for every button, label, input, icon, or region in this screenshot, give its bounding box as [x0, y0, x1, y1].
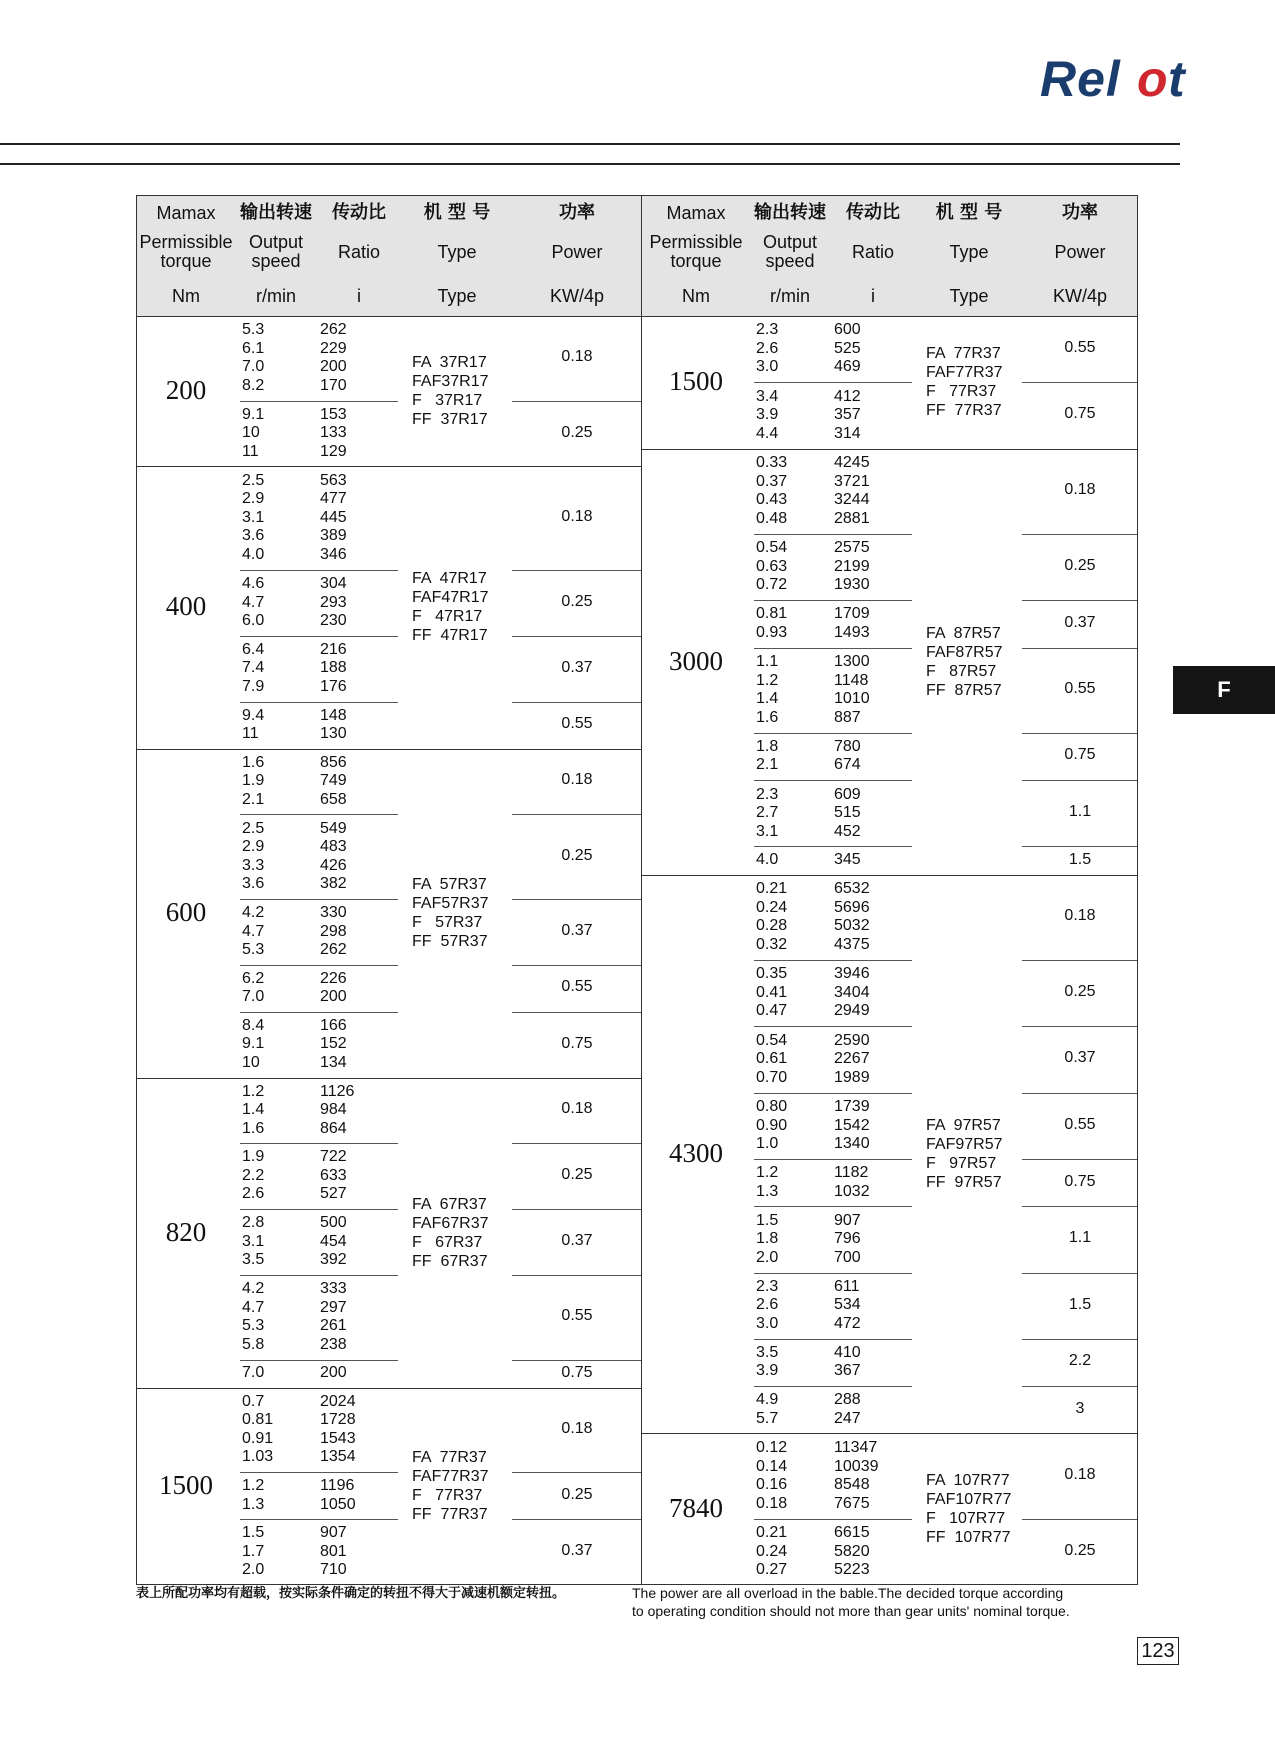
ratio-values: 1739 1542 1340 [834, 1098, 870, 1152]
speed-values: 6.2 7.0 [242, 969, 265, 1006]
power-value: 0.25 [1064, 1541, 1096, 1559]
speed-values: 2.5 2.9 3.1 3.6 4.0 [242, 471, 265, 563]
speed-values: 0.54 0.63 0.72 [756, 539, 788, 594]
type-values: FA 87R57 FAF87R57 F 87R57 FF 87R57 [926, 624, 1003, 699]
header-output: Output [248, 232, 304, 252]
torque-value: 1500 [669, 366, 723, 397]
ratio-values: 500 454 392 [320, 1214, 347, 1269]
speed-ratio-divider [240, 1472, 398, 1473]
power-divider [512, 1012, 642, 1013]
power-value: 0.75 [561, 1034, 593, 1052]
power-divider [512, 570, 642, 571]
table-header [136, 195, 642, 316]
left-table [136, 195, 642, 1585]
speed-values: 6.4 7.4 7.9 [242, 640, 265, 695]
header-c1 [136, 195, 236, 316]
speed-ratio-divider [240, 1360, 398, 1361]
footnote-zh: 表上所配功率均有超载，按实际条件确定的转扭不得大于减速机额定转扭。 [136, 1586, 566, 1601]
speed-ratio-divider [754, 733, 912, 734]
speed-values: 0.35 0.41 0.47 [756, 965, 788, 1020]
header-permissible-torque [136, 233, 236, 271]
speed-values: 2.3 2.7 3.1 [756, 785, 779, 840]
speed-ratio-divider [240, 965, 398, 966]
speed-values: 1.9 2.2 2.6 [242, 1148, 265, 1203]
speed-values: 0.7 0.81 0.91 1.03 [242, 1392, 274, 1466]
power-divider [1022, 1206, 1138, 1207]
type-values: FA 97R57 FAF97R57 F 97R57 FF 97R57 [926, 1117, 1003, 1192]
power-divider [512, 1209, 642, 1210]
ratio-values: 304 293 230 [320, 575, 347, 630]
group-divider [642, 875, 1138, 876]
header-en-c4: Type [437, 242, 477, 262]
ratio-values: 262 229 200 170 [320, 321, 347, 394]
power-divider [512, 401, 642, 402]
power-value: 0.18 [561, 771, 593, 789]
speed-ratio-divider [754, 1026, 912, 1027]
header-unit-c3: i [357, 286, 361, 306]
power-value: 1.5 [1068, 1295, 1092, 1313]
power-value: 0.18 [561, 1100, 593, 1118]
speed-ratio-divider [240, 1209, 398, 1210]
ratio-values: 1196 1050 [320, 1477, 356, 1513]
speed-values: 0.12 0.14 0.16 0.18 [756, 1439, 788, 1512]
ratio-values: 549 483 426 382 [320, 819, 347, 893]
torque-value: 1500 [159, 1470, 213, 1501]
footnote-en-1: The power are all overload in the bable.The decided torque according [632, 1585, 1064, 1601]
table-header [642, 195, 1138, 316]
speed-ratio-divider [240, 1519, 398, 1520]
group-divider [642, 1433, 1138, 1434]
svg-text:t: t [1168, 52, 1185, 104]
power-value: 0.55 [1064, 339, 1096, 357]
header-unit-c1: Nm [172, 286, 200, 306]
ratio-values: 609 515 452 [834, 785, 861, 840]
header-line [136, 316, 642, 317]
power-divider [1022, 733, 1138, 734]
ratio-values: 412 357 314 [834, 387, 861, 442]
ratio-values: 11347 10039 8548 7675 [834, 1439, 879, 1512]
header-c4 [402, 195, 512, 316]
top-rule-2 [0, 163, 1180, 165]
power-value: 0.37 [561, 921, 593, 939]
power-value: 0.37 [561, 1542, 593, 1560]
header-c2 [750, 195, 830, 316]
header-zh-c4: 机 型 号 [423, 202, 491, 223]
power-value: 0.37 [1064, 613, 1096, 631]
ratio-values: 4245 3721 3244 2881 [834, 454, 870, 527]
ratio-values: 200 [320, 1364, 347, 1382]
speed-values: 5.3 6.1 7.0 8.2 [242, 321, 265, 394]
speed-ratio-divider [240, 570, 398, 571]
power-divider [1022, 846, 1138, 847]
power-divider [1022, 1159, 1138, 1160]
speed-ratio-divider [754, 1339, 912, 1340]
speed-values: 1.5 1.8 2.0 [756, 1211, 779, 1266]
speed-ratio-divider [240, 1275, 398, 1276]
power-divider [512, 1275, 642, 1276]
header-unit-c5: KW/4p [1052, 286, 1108, 306]
speed-values: 1.8 2.1 [756, 737, 779, 774]
speed-values: 7.0 [242, 1364, 265, 1382]
header-line-mid [642, 275, 1138, 276]
type-values: FA 77R37 FAF77R37 F 77R37 FF 77R37 [412, 1449, 489, 1524]
header-c1 [642, 195, 750, 316]
speed-ratio-divider [240, 702, 398, 703]
speed-values: 2.8 3.1 3.5 [242, 1214, 265, 1269]
power-value: 2.2 [1068, 1352, 1092, 1370]
speed-values: 2.3 2.6 3.0 [756, 321, 779, 376]
power-divider [512, 1472, 642, 1473]
power-value: 0.37 [1064, 1049, 1096, 1067]
header-torque: torque [160, 251, 212, 271]
header-en-c5: Power [1054, 242, 1106, 262]
header-output: Output [762, 232, 818, 252]
ratio-values: 3946 3404 2949 [834, 965, 870, 1020]
type-values: FA 67R37 FAF67R37 F 67R37 FF 67R37 [412, 1195, 489, 1270]
speed-ratio-divider [754, 1093, 912, 1094]
ratio-values: 6615 5820 5223 [834, 1524, 870, 1579]
speed-ratio-divider [754, 1206, 912, 1207]
header-c3 [830, 195, 916, 316]
speed-values: 9.1 10 11 [242, 405, 265, 460]
power-divider [1022, 600, 1138, 601]
power-value: 0.37 [561, 658, 593, 676]
header-unit-c2: r/min [256, 286, 296, 306]
speed-ratio-divider [240, 1012, 398, 1013]
speed-ratio-divider [754, 1159, 912, 1160]
ratio-values: 6532 5696 5032 4375 [834, 880, 870, 953]
power-value: 0.18 [1064, 907, 1096, 925]
speed-ratio-divider [754, 382, 912, 383]
header-line [642, 316, 1138, 317]
power-value: 3 [1075, 1399, 1085, 1417]
ratio-values: 345 [834, 851, 861, 869]
ratio-values: 600 525 469 [834, 321, 861, 376]
type-values: FA 107R77 FAF107R77 F 107R77 FF 107R77 [926, 1472, 1012, 1547]
header-zh-speed: 输出转速 [240, 202, 312, 223]
speed-values: 4.2 4.7 5.3 5.8 [242, 1280, 265, 1353]
group-divider [136, 749, 642, 750]
power-divider [512, 702, 642, 703]
speed-ratio-divider [240, 636, 398, 637]
ratio-values: 410 367 [834, 1343, 861, 1380]
power-divider [512, 814, 642, 815]
power-divider [1022, 382, 1138, 383]
group-divider [136, 466, 642, 467]
power-value: 0.25 [1064, 983, 1096, 1001]
power-divider [1022, 1093, 1138, 1094]
speed-values: 3.5 3.9 [756, 1343, 779, 1380]
ratio-values: 722 633 527 [320, 1148, 347, 1203]
ratio-values: 563 477 445 389 346 [320, 471, 347, 563]
header-unit-c4: Type [949, 286, 989, 306]
header-line-mid [136, 275, 642, 276]
power-divider [1022, 1026, 1138, 1027]
ratio-values: 1126 984 864 [320, 1082, 355, 1137]
power-value: 1.1 [1068, 1229, 1092, 1247]
header-en-c4: Type [949, 242, 989, 262]
power-value: 0.18 [561, 1419, 593, 1437]
power-value: 0.37 [561, 1231, 593, 1249]
ratio-values: 856 749 658 [320, 753, 347, 808]
speed-ratio-divider [240, 401, 398, 402]
power-divider [1022, 780, 1138, 781]
power-divider [1022, 534, 1138, 535]
ratio-values: 288 247 [834, 1391, 861, 1427]
power-value: 0.55 [561, 978, 593, 996]
header-torque: torque [670, 251, 722, 271]
speed-values: 1.2 1.4 1.6 [242, 1082, 265, 1137]
speed-values: 9.4 11 [242, 706, 265, 743]
header-permissible: Permissible [649, 232, 743, 252]
speed-values: 1.5 1.7 2.0 [242, 1524, 265, 1579]
power-divider [512, 1143, 642, 1144]
header-zh-c5: 功率 [1062, 202, 1098, 223]
torque-value: 820 [165, 1216, 207, 1247]
speed-ratio-divider [754, 960, 912, 961]
footnote-en-2: to operating condition should not more than gear units' nominal torque. [632, 1603, 1070, 1619]
ratio-values: 611 534 472 [834, 1277, 861, 1332]
power-divider [1022, 1386, 1138, 1387]
ratio-values: 153 133 129 [320, 405, 347, 460]
power-value: 0.25 [1064, 557, 1096, 575]
power-divider [512, 1519, 642, 1520]
speed-values: 1.2 1.3 [756, 1164, 779, 1200]
page-number: 123 [1137, 1637, 1179, 1665]
speed-values: 2.3 2.6 3.0 [756, 1277, 779, 1332]
speed-values: 4.9 5.7 [756, 1391, 779, 1427]
power-value: 0.18 [561, 348, 593, 366]
speed-values: 0.54 0.61 0.70 [756, 1031, 788, 1086]
power-divider [1022, 1339, 1138, 1340]
ratio-values: 216 188 176 [320, 640, 347, 695]
torque-value: 7840 [669, 1493, 723, 1524]
header-c5 [1022, 195, 1138, 316]
power-value: 0.18 [1064, 1466, 1096, 1484]
header-unit-c4: Type [437, 286, 477, 306]
power-value: 0.75 [561, 1363, 593, 1381]
speed-ratio-divider [240, 899, 398, 900]
ratio-values: 330 298 262 [320, 904, 347, 959]
header-mamax: Mamax [666, 203, 726, 223]
power-divider [512, 1360, 642, 1361]
power-value: 0.75 [1064, 1172, 1096, 1190]
speed-ratio-divider [754, 1273, 912, 1274]
power-value: 1.1 [1068, 803, 1092, 821]
group-divider [642, 449, 1138, 450]
header-en-c3: Ratio [851, 242, 895, 262]
torque-value: 600 [165, 897, 207, 927]
speed-ratio-divider [754, 534, 912, 535]
header-permissible-torque [642, 233, 750, 271]
speed-ratio-divider [754, 648, 912, 649]
header-permissible: Permissible [139, 232, 233, 252]
group-divider [136, 1078, 642, 1079]
power-value: 0.25 [561, 1166, 593, 1184]
header-c5 [512, 195, 642, 316]
power-divider [1022, 1273, 1138, 1274]
power-divider [1022, 960, 1138, 961]
power-divider [1022, 1519, 1138, 1520]
power-value: 0.25 [561, 846, 593, 864]
ratio-values: 907 796 700 [834, 1211, 861, 1266]
ratio-values: 1300 1148 1010 887 [834, 653, 870, 726]
header-zh-c3: 传动比 [332, 202, 386, 223]
speed-values: 3.4 3.9 4.4 [756, 387, 779, 442]
header-unit-c3: i [871, 286, 875, 306]
header-en-c5: Power [551, 242, 603, 262]
header-output-speed [750, 233, 830, 271]
speed-values: 1.6 1.9 2.1 [242, 753, 265, 808]
type-values: FA 37R17 FAF37R17 F 37R17 FF 37R17 [412, 354, 489, 429]
speed-values: 8.4 9.1 10 [242, 1016, 265, 1071]
ratio-values: 2590 2267 1989 [834, 1031, 870, 1086]
power-value: 0.25 [561, 592, 593, 610]
svg-text:Rel: Rel [1040, 52, 1121, 104]
group-divider [136, 1388, 642, 1389]
type-values: FA 77R37 FAF77R37 F 77R37 FF 77R37 [926, 345, 1003, 420]
speed-values: 0.21 0.24 0.27 [756, 1524, 788, 1579]
power-value: 0.18 [1064, 481, 1096, 499]
speed-values: 4.6 4.7 6.0 [242, 575, 265, 630]
speed-ratio-divider [754, 846, 912, 847]
speed-values: 2.5 2.9 3.3 3.6 [242, 819, 265, 893]
ratio-values: 907 801 710 [320, 1524, 347, 1579]
ratio-values: 166 152 134 [320, 1016, 347, 1071]
power-value: 0.25 [561, 1485, 593, 1503]
header-mamax: Mamax [156, 203, 216, 223]
type-values: FA 47R17 FAF47R17 F 47R17 FF 47R17 [412, 570, 489, 645]
torque-value: 400 [165, 591, 207, 622]
header-unit-c5: KW/4p [549, 286, 605, 306]
ratio-values: 148 130 [320, 706, 347, 743]
power-divider [512, 965, 642, 966]
speed-values: 4.2 4.7 5.3 [242, 904, 265, 959]
speed-ratio-divider [754, 1386, 912, 1387]
ratio-values: 333 297 261 238 [320, 1280, 347, 1353]
power-value: 0.55 [561, 715, 593, 733]
power-divider [1022, 648, 1138, 649]
type-values: FA 57R37 FAF57R37 F 57R37 FF 57R37 [412, 876, 489, 950]
section-tab: F [1173, 666, 1275, 714]
header-speed: speed [765, 251, 815, 271]
speed-values: 0.80 0.90 1.0 [756, 1098, 788, 1152]
ratio-values: 780 674 [834, 737, 861, 774]
header-zh-c3: 传动比 [846, 202, 900, 223]
torque-value: 200 [165, 375, 207, 406]
power-value: 0.55 [1064, 680, 1096, 698]
power-value: 0.75 [1064, 746, 1096, 764]
power-divider [512, 899, 642, 900]
power-value: 0.55 [1064, 1115, 1096, 1133]
power-value: 0.18 [561, 508, 593, 526]
ratio-values: 1182 1032 [834, 1164, 870, 1200]
speed-ratio-divider [754, 780, 912, 781]
table-divider [641, 195, 642, 1585]
ratio-values: 1709 1493 [834, 605, 870, 641]
header-zh-c5: 功率 [559, 202, 595, 223]
header-zh-speed: 输出转速 [754, 202, 826, 223]
power-value: 0.75 [1064, 405, 1096, 423]
speed-values: 4.0 [756, 851, 779, 869]
header-c3 [316, 195, 402, 316]
power-value: 0.55 [561, 1307, 593, 1325]
speed-values: 0.81 0.93 [756, 605, 788, 641]
power-value: 1.5 [1068, 850, 1092, 868]
header-en-c3: Ratio [337, 242, 381, 262]
torque-value: 3000 [669, 645, 723, 676]
speed-ratio-divider [754, 1519, 912, 1520]
ratio-values: 2575 2199 1930 [834, 539, 870, 594]
ratio-values: 226 200 [320, 969, 347, 1006]
header-output-speed [236, 233, 316, 271]
speed-values: 0.33 0.37 0.43 0.48 [756, 454, 788, 527]
svg-text:o: o [1137, 52, 1168, 104]
speed-values: 0.21 0.24 0.28 0.32 [756, 880, 788, 953]
header-c2 [236, 195, 316, 316]
speed-ratio-divider [240, 814, 398, 815]
power-divider [512, 636, 642, 637]
ratio-values: 2024 1728 1543 1354 [320, 1392, 356, 1466]
header-speed: speed [251, 251, 301, 271]
relot-logo [1040, 52, 1220, 104]
header-c4 [916, 195, 1022, 316]
top-rule [0, 143, 1180, 145]
torque-value: 4300 [669, 1138, 723, 1169]
header-unit-c2: r/min [770, 286, 810, 306]
speed-values: 1.1 1.2 1.4 1.6 [756, 653, 779, 726]
speed-ratio-divider [754, 600, 912, 601]
header-zh-c4: 机 型 号 [935, 202, 1003, 223]
right-table [642, 195, 1138, 1585]
speed-values: 1.2 1.3 [242, 1477, 265, 1513]
power-value: 0.25 [561, 423, 593, 441]
speed-ratio-divider [240, 1143, 398, 1144]
header-unit-c1: Nm [682, 286, 710, 306]
